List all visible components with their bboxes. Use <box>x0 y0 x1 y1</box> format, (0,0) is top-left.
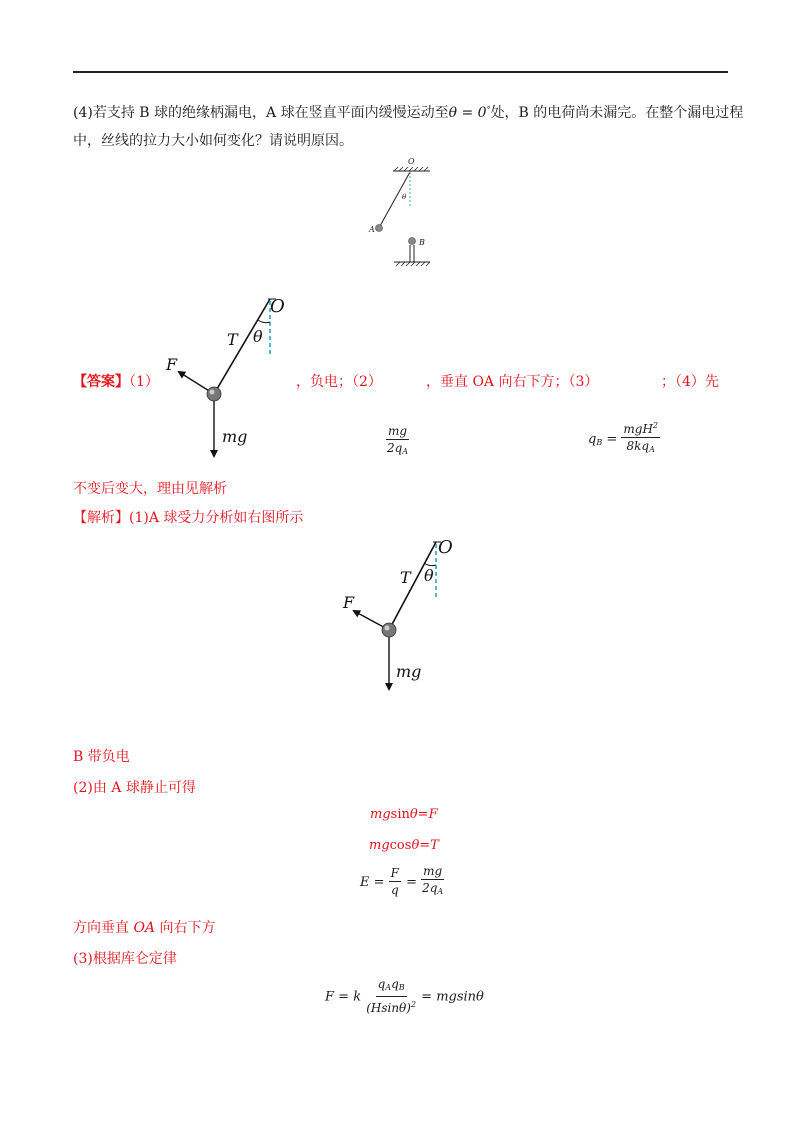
label-t: T <box>227 330 238 349</box>
coulomb-rhs: mgsinθ <box>436 989 484 1005</box>
answer-line-1 <box>73 372 159 392</box>
frac3-lhs: q <box>588 431 597 447</box>
question-text-cont: 处，B 的电荷尚未漏完。在整个漏电过程 <box>490 105 744 121</box>
frac2-num: mg <box>388 424 408 438</box>
answer-line-2: 不变后变大，理由见解析 <box>73 481 227 497</box>
analysis-part1: (1)A 球受力分析如右图所示 <box>129 510 304 526</box>
frac3-den-sub: A <box>649 445 655 454</box>
answer-formula-2 <box>386 424 409 459</box>
coulomb-equation: F = k $\frac{q_Aq_B}{(Hsin\theta)^2}$ = mgsinθ <box>325 977 484 1015</box>
label-f: F <box>343 593 355 612</box>
ceiling-hatch <box>394 167 428 171</box>
equation-2 <box>369 838 439 853</box>
tension-line <box>214 299 270 394</box>
answer-force-diagram <box>158 292 298 464</box>
frac3-lhs-sub: B <box>596 437 603 447</box>
eq1-mg: mg <box>370 807 391 822</box>
coulomb-qb-sub: B <box>398 983 405 992</box>
eq3-q: q <box>390 883 399 897</box>
ball-a <box>207 387 221 401</box>
eq3-sub: A <box>437 887 444 896</box>
coulomb-den-sup: 2 <box>410 1000 417 1009</box>
eq2-mg: mg <box>369 838 390 853</box>
frac2-den: 2q <box>386 441 403 455</box>
eq3-mg: mg <box>423 864 443 878</box>
direction-oa: OA <box>133 920 156 936</box>
label-t: T <box>400 568 411 587</box>
small-label-o: O <box>408 157 415 166</box>
frac3-num-sup: 2 <box>652 421 659 430</box>
header-rule <box>73 71 728 73</box>
ball-b <box>409 238 416 245</box>
small-label-theta: θ <box>402 193 407 201</box>
answer-formula-3: $q_B$ = $\frac{mgH^2}{8kq_A}$ <box>588 421 659 454</box>
coulomb-qa-sub: A <box>385 983 392 992</box>
ball-highlight <box>210 390 215 395</box>
question-theta: θ = 0 <box>448 105 487 121</box>
analysis-tag: 【解析】 <box>73 510 129 526</box>
direction-line <box>73 918 216 938</box>
coulomb-qa: q <box>377 977 386 991</box>
eq3-f: F <box>390 866 399 880</box>
coulomb-f: F <box>325 989 335 1005</box>
frac3-den: 8kq <box>626 439 650 453</box>
question-line-2: 中，丝线的拉力大小如何变化？请说明原因。 <box>73 133 353 149</box>
tension-line <box>389 542 436 630</box>
analysis-force-diagram <box>330 535 470 697</box>
answer-part1: （1） <box>129 374 159 390</box>
label-mg: mg <box>396 662 422 681</box>
answer-after-diagram: ，负电；（2） <box>296 374 382 390</box>
analysis-part2: (2)由 A 球静止可得 <box>73 780 196 796</box>
eq1-sin: sin <box>390 807 410 822</box>
theta-arc <box>258 320 270 323</box>
eq1-rest: θ=F <box>409 807 438 822</box>
ball-a <box>382 623 396 637</box>
label-theta: θ <box>253 327 263 346</box>
eq3-2q: 2q <box>422 881 438 895</box>
label-o: O <box>438 537 453 558</box>
label-o: O <box>270 296 285 317</box>
answer-tag: 【答案】 <box>73 374 129 390</box>
label-mg: mg <box>222 427 248 446</box>
eq2-rest: θ=T <box>411 838 439 853</box>
coulomb-k: k <box>353 989 362 1005</box>
analysis-part3: (3)根据库仑定律 <box>73 951 177 967</box>
degree-sign: ° <box>486 105 491 114</box>
question-text: (4)若支持 B 球的绝缘柄漏电，A 球在竖直平面内缓慢运动至 <box>73 105 449 121</box>
answer-part2-tail: ，垂直 OA 向右下方；（3） <box>426 374 599 390</box>
eq3-e: E <box>360 875 370 890</box>
b-charge-line: B 带负电 <box>73 749 130 765</box>
ball-highlight <box>385 626 390 631</box>
question-line-1 <box>73 100 743 123</box>
equation-1 <box>370 807 438 822</box>
analysis-line-1 <box>73 508 303 528</box>
frac2-den-sub: A <box>402 447 409 456</box>
label-f: F <box>166 355 178 374</box>
equation-3: E = $\frac{F}{q}$ = $\frac{mg}{2q_A}$ <box>360 864 444 897</box>
eq2-cos: cos <box>389 838 412 853</box>
small-label-a: A <box>369 225 375 234</box>
small-label-b: B <box>419 238 425 247</box>
direction-text-cont: 向右下方 <box>155 920 216 936</box>
coulomb-den: (Hsinθ) <box>366 1001 411 1015</box>
answer-part4: ；（4）先 <box>661 374 719 390</box>
floor-hatch <box>396 262 430 266</box>
direction-text: 方向垂直 <box>73 920 134 936</box>
label-theta: θ <box>424 566 434 585</box>
ball-a <box>376 225 383 232</box>
frac3-num: mgH <box>623 422 653 436</box>
coulomb-qb: q <box>391 977 399 991</box>
pendulum-figure <box>360 152 450 270</box>
